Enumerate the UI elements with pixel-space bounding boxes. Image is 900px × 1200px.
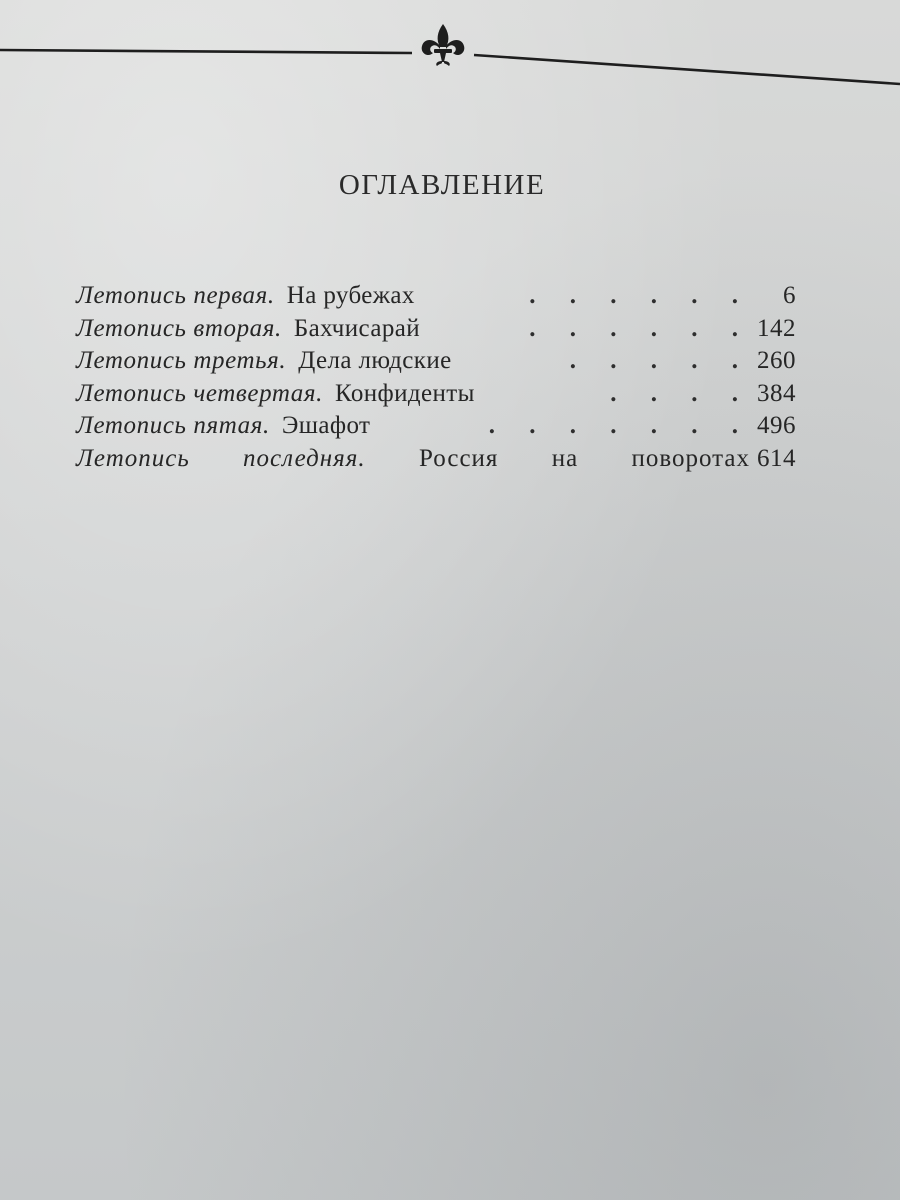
chronicle-label: Летопись третья. <box>76 347 287 374</box>
chronicle-label: Летопись четвертая. <box>76 379 323 407</box>
dot-leader: . . . . . <box>569 347 752 374</box>
toc-entry <box>76 280 796 313</box>
page-number: 384 <box>757 379 796 407</box>
page-number: 6 <box>783 282 796 309</box>
chapter-title: Эшафот <box>281 412 371 439</box>
dot-leader: . . . . . . . <box>488 412 752 439</box>
toc-list <box>76 280 796 475</box>
dot-leader: . . . . . . <box>529 314 752 342</box>
chapter-title: Конфиденты <box>334 379 475 407</box>
fleur-de-lis-icon <box>422 24 465 66</box>
justified-line <box>76 443 756 475</box>
toc-entry <box>76 410 796 443</box>
chapter-word: Россия <box>418 444 499 472</box>
chronicle-label: Летопись <box>76 444 190 472</box>
dot-leader: . . . . . . <box>529 282 752 309</box>
chronicle-label: Летопись пятая. <box>76 412 270 439</box>
chapter-title: Дела людские <box>298 347 452 374</box>
chapter-title: На рубежах <box>286 282 415 309</box>
toc-entry <box>76 378 796 411</box>
header-ornament-rule <box>0 0 900 100</box>
dot-leader: . . . . <box>610 379 752 407</box>
chronicle-ordinal: последняя. <box>243 444 366 472</box>
page-number: 614 <box>757 444 796 472</box>
page-number: 142 <box>757 314 796 342</box>
toc-title: ОГЛАВЛЕНИЕ <box>338 169 546 202</box>
page-number: 260 <box>757 347 796 374</box>
chronicle-label: Летопись первая. <box>76 282 275 309</box>
page-number: 496 <box>757 412 796 439</box>
chapter-word: на <box>551 444 579 472</box>
chronicle-label: Летопись вторая. <box>76 314 282 342</box>
toc-entry <box>76 313 796 346</box>
toc-entry <box>76 345 796 378</box>
chapter-title: Бахчисарай <box>293 314 420 342</box>
toc-entry-last <box>76 443 796 476</box>
chapter-word: поворотах <box>631 444 750 472</box>
